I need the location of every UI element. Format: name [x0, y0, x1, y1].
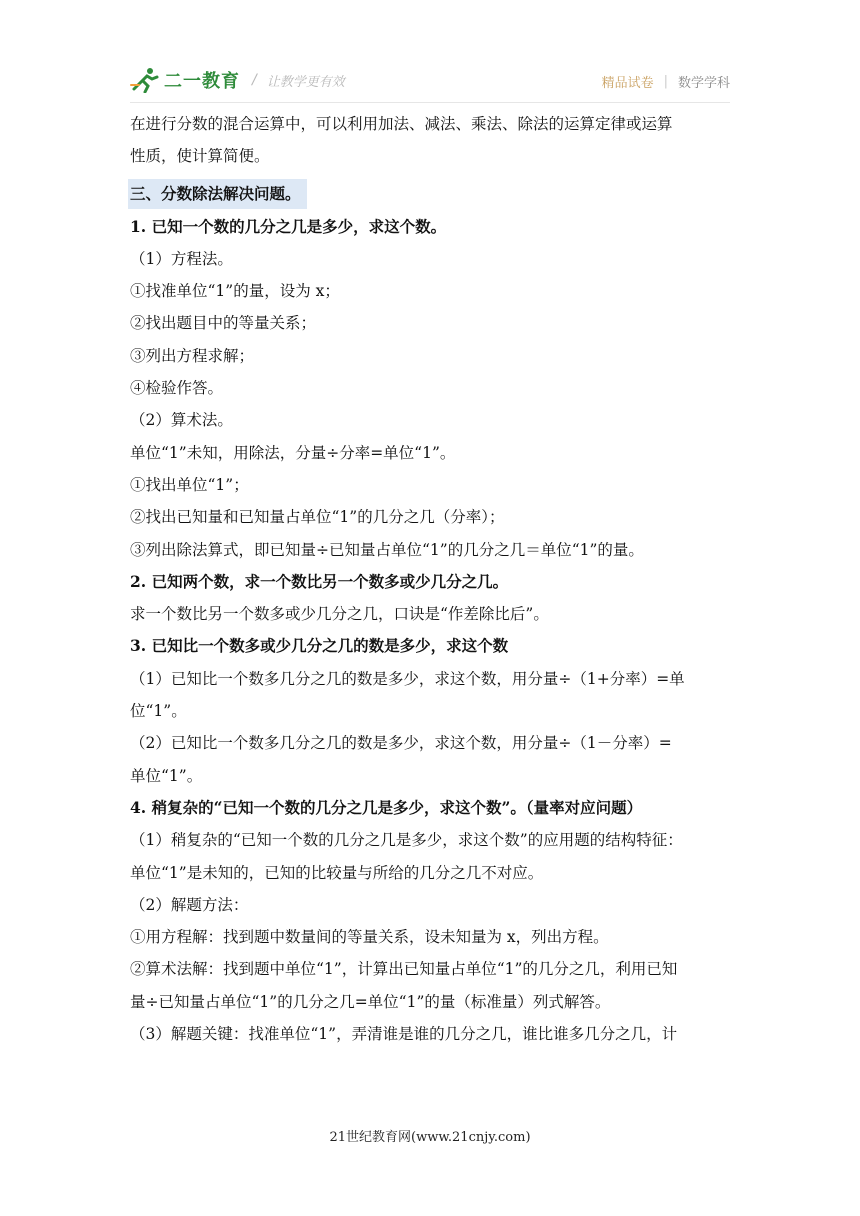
text-line: ②找出题目中的等量关系； — [130, 314, 317, 333]
tag-subject: 数学学科 — [677, 76, 730, 91]
subheading: 4. 稍复杂的“已知一个数的几分之几是多少，求这个数”。（量率对应问题） — [130, 797, 643, 817]
subheading: 3. 已知比一个数多或少几分之几的数是多少，求这个数 — [130, 636, 509, 656]
text-line: （2）解题方法： — [130, 895, 249, 914]
text-line: （3）解题关键：找准单位“1”，弄清谁是谁的几分之几，谁比谁多几分之几，计 — [130, 1025, 678, 1044]
text-line: （1）方程法。 — [130, 249, 233, 268]
text-line: 求一个数比另一个数多或少几分之几，口诀是“作差除比后”。 — [130, 605, 549, 624]
text-line: 位“1”。 — [130, 702, 187, 721]
text-line: 单位“1”是未知的，已知的比较量与所给的几分之几不对应。 — [130, 863, 544, 882]
section-heading: 三、分数除法解决问题。 — [128, 179, 307, 209]
text-line: 在进行分数的混合运算中，可以利用加法、减法、乘法、除法的运算定律或运算 — [130, 115, 673, 133]
text-line: ①找出单位“1”； — [130, 475, 249, 494]
text-line: 单位“1”未知，用除法，分量÷分率=单位“1”。 — [130, 443, 456, 462]
text-line: （1）已知比一个数多几分之几的数是多少，求这个数，用分量÷（1+分率）=单 — [130, 669, 685, 688]
text-line: ①用方程解：找到题中数量间的等量关系，设未知量为 x，列出方程。 — [130, 928, 609, 947]
text-line: ③列出方程求解； — [130, 346, 255, 365]
document-body — [130, 108, 732, 1050]
text-line: （1）稍复杂的“已知一个数的几分之几是多少，求这个数”的应用题的结构特征： — [130, 831, 683, 850]
text-line: 量÷已知量占单位“1”的几分之几=单位“1”的量（标准量）列式解答。 — [130, 992, 611, 1011]
text-line: ②找出已知量和已知量占单位“1”的几分之几（分率）； — [130, 508, 505, 527]
text-line: 单位“1”。 — [130, 766, 203, 785]
slogan-separator: / — [252, 72, 257, 88]
logo-text: 二一教育 — [164, 71, 240, 92]
text-line: （2）已知比一个数多几分之几的数是多少，求这个数，用分量÷（1－分率）= — [130, 734, 672, 753]
subheading: 1. 已知一个数的几分之几是多少，求这个数。 — [130, 216, 447, 236]
text-line: ①找准单位“1”的量，设为 x； — [130, 282, 340, 301]
text-line: 性质，使计算简便。 — [130, 147, 270, 166]
text-line: （2）算术法。 — [130, 411, 233, 430]
tag-premium-paper: 精品试卷 — [601, 76, 654, 91]
text-line: ②算术法解：找到题中单位“1”，计算出已知量占单位“1”的几分之几，利用已知 — [130, 960, 678, 979]
text-line: ④检验作答。 — [130, 379, 224, 398]
subheading: 2. 已知两个数，求一个数比另一个数多或少几分之几。 — [130, 571, 509, 591]
running-man-icon — [130, 67, 160, 93]
slogan: 让教学更有效 — [266, 74, 345, 90]
page-footer: 21世纪教育网(www.21cnjy.com) — [329, 1130, 531, 1145]
text-line: ③列出除法算式，即已知量÷已知量占单位“1”的几分之几＝单位“1”的量。 — [130, 540, 644, 559]
header-divider — [130, 102, 730, 103]
tag-separator: | — [663, 74, 668, 89]
brand-logo — [130, 66, 345, 94]
page-header — [130, 60, 730, 100]
header-tags — [602, 72, 730, 91]
